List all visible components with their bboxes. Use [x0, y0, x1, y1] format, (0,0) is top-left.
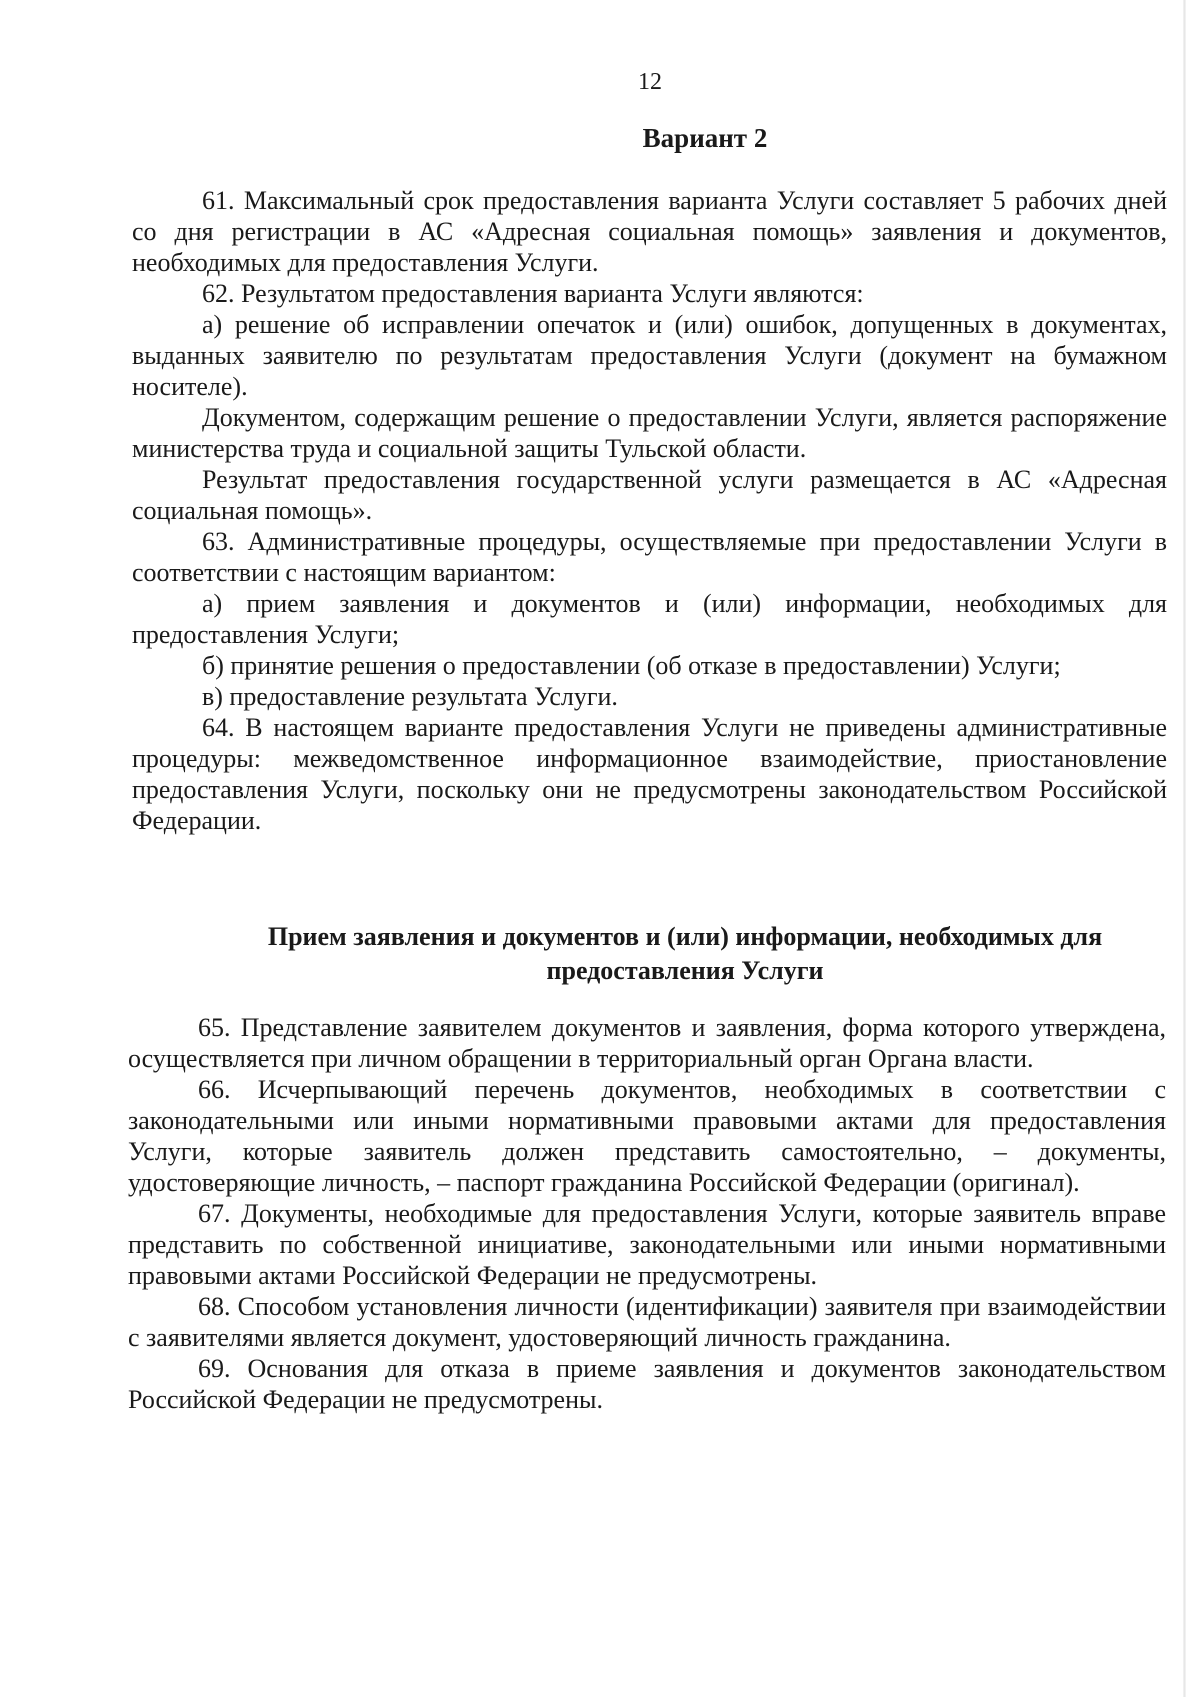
paragraph-62-result: Результат предоставления государственной услуги размещается в АС «Адресная социальная помощь».: [132, 465, 1167, 525]
paragraph-62-document: Документом, содержащим решение о предоставлении Услуги, является распоряжение министерства труда и социальной защиты Тульской области.: [132, 403, 1167, 463]
paragraph-69: 69. Основания для отказа в приеме заявления и документов законодательством Российской Федерации не предусмотрены.: [128, 1354, 1166, 1414]
paragraph-63-v: в) предоставление результата Услуги.: [202, 682, 618, 711]
paragraph-66: 66. Исчерпывающий перечень документов, необходимых в соответствии с законодательными или иными нормативными правовыми актами для предоставления Услуги, которые заявитель должен представить самостоятельно, – документы, удостоверяющие личность, – паспорт гражданина Российской Федерации (оригинал).: [128, 1075, 1166, 1197]
section-title: Вариант 2: [642, 123, 768, 153]
paragraph-64: 64. В настоящем варианте предоставления Услуги не приведены административные процедуры: межведомственное информационное взаимодействие, приостановление предоставления Услуги, поскольку они не предусмотрены законодательством Российской Федерации.: [132, 713, 1167, 835]
paragraph-63-b: б) принятие решения о предоставлении (об отказе в предоставлении) Услуги;: [202, 651, 1061, 680]
paragraph-61: 61. Максимальный срок предоставления варианта Услуги составляет 5 рабочих дней со дня регистрации в АС «Адресная социальная помощь» заявления и документов, необходимых для предоставления Услуги.: [132, 186, 1167, 277]
paragraph-67: 67. Документы, необходимые для предоставления Услуги, которые заявитель вправе представить по собственной инициативе, законодательными или иными нормативными правовыми актами Российской Федерации не предусмотрены.: [128, 1199, 1166, 1290]
paragraph-68: 68. Способом установления личности (идентификации) заявителя при взаимодействии с заявителями является документ, удостоверяющий личность гражданина.: [128, 1292, 1166, 1352]
paragraph-65: 65. Представление заявителем документов и заявления, форма которого утверждена, осуществляется при личном обращении в территориальный орган Органа власти.: [128, 1013, 1166, 1073]
paragraph-62-a: а) решение об исправлении опечаток и (или) ошибок, допущенных в документах, выданных заявителю по результатам предоставления Услуги (документ на бумажном носителе).: [132, 310, 1167, 401]
scan-edge-shadow: [1183, 0, 1186, 1697]
section2-body: [128, 1012, 1166, 1415]
section1-body: [132, 185, 1167, 836]
paragraph-63: 63. Административные процедуры, осуществляемые при предоставлении Услуги в соответствии с настоящим вариантом:: [132, 527, 1167, 587]
paragraph-63-a: а) прием заявления и документов и (или) информации, необходимых для предоставления Услуги;: [132, 589, 1167, 649]
subheading: Прием заявления и документов и (или) информации, необходимых для предоставления Услуги: [267, 922, 1103, 985]
page-number: 12: [638, 69, 662, 95]
paragraph-62: 62. Результатом предоставления варианта Услуги являются:: [202, 279, 864, 308]
